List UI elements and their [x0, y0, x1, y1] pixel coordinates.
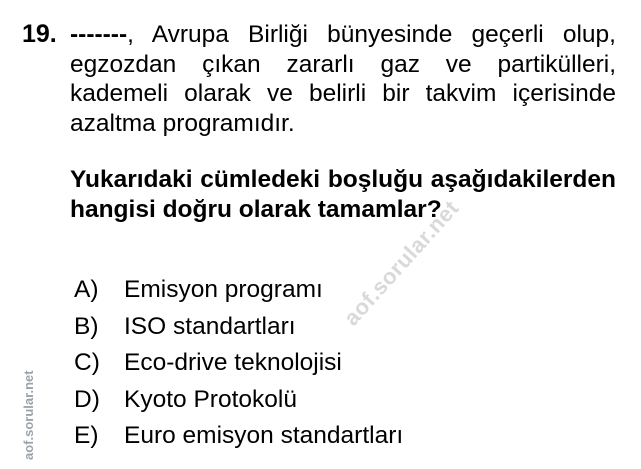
option-text: ISO standartları	[124, 312, 296, 340]
option-text: Euro emisyon standartları	[124, 422, 404, 450]
watermark-side: aof.sorular.net	[21, 370, 36, 460]
option-text: Eco-drive teknolojisi	[124, 349, 342, 377]
option-letter: E)	[74, 422, 99, 450]
option-letter: A)	[74, 276, 99, 304]
question-stem-text: , Avrupa Birliği bünyesinde geçerli olup, egzozdan çıkan zararlı gaz ve partikülleri, kademeli olarak ve belirli bir takvim içerisinde azaltma programıdır.	[70, 21, 616, 137]
option-c[interactable]	[74, 345, 403, 382]
question-number: 19.	[22, 20, 57, 48]
option-d[interactable]	[74, 382, 403, 419]
option-letter: C)	[74, 349, 100, 377]
question-prompt: Yukarıdaki cümledeki boşluğu aşağıdakilerden hangisi doğru olarak tamamlar?	[70, 166, 616, 223]
option-text: Kyoto Protokolü	[124, 385, 297, 413]
question-stem	[70, 20, 616, 138]
option-text: Emisyon programı	[124, 276, 323, 304]
option-e[interactable]	[74, 418, 403, 455]
option-letter: D)	[74, 385, 100, 413]
option-letter: B)	[74, 312, 99, 340]
watermark-diagonal: aof.sorular.net	[338, 195, 464, 331]
question-blank: -------	[70, 21, 128, 48]
